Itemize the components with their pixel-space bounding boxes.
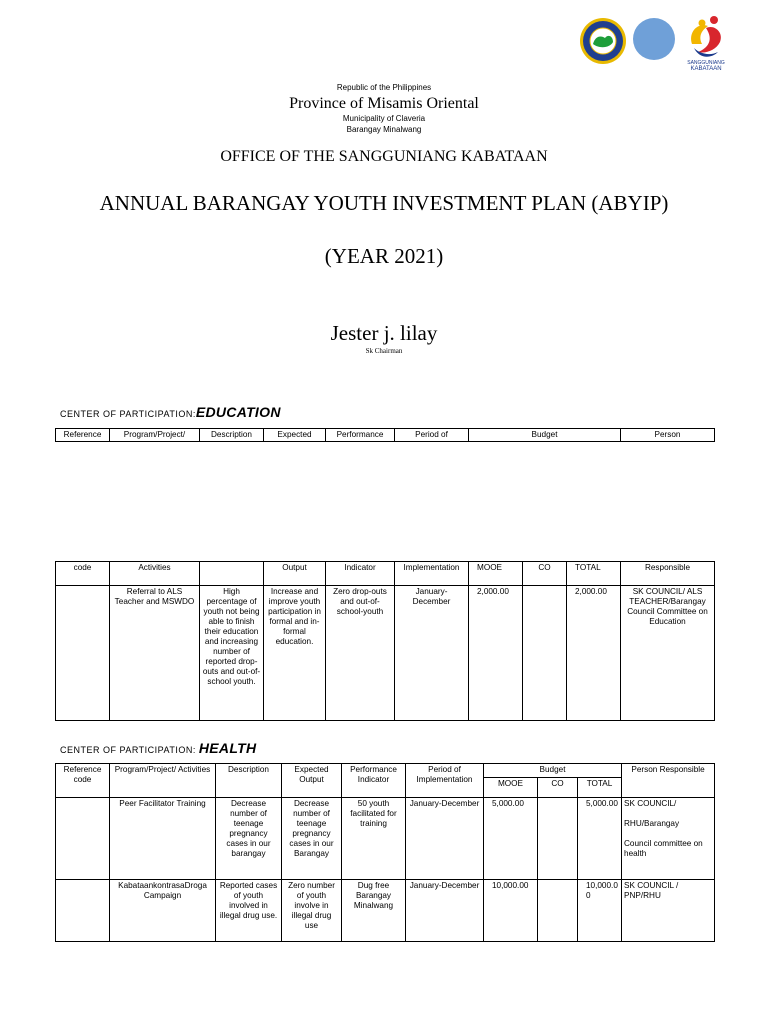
education-table bbox=[55, 561, 715, 721]
plan-title: ANNUAL BARANGAY YOUTH INVESTMENT PLAN (ABYIP) bbox=[99, 191, 669, 215]
cell-responsible bbox=[622, 798, 715, 880]
cell-mooe: 2,000.00 bbox=[469, 586, 523, 721]
table-row bbox=[56, 586, 715, 721]
table-row bbox=[56, 798, 715, 880]
responsible-line: RHU/Barangay bbox=[624, 819, 680, 828]
cell-output: Zero number of youth involve in illegal drug use bbox=[282, 880, 342, 942]
cell-code bbox=[56, 798, 110, 880]
table-row bbox=[56, 880, 715, 942]
responsible-line: SK COUNCIL/ bbox=[624, 799, 677, 808]
header-cell: code bbox=[56, 562, 110, 586]
cell-period: January-December bbox=[406, 798, 484, 880]
municipality-line: Municipality of Claveria bbox=[342, 114, 426, 123]
table-header-row bbox=[56, 429, 715, 442]
cell-activity: KabataankontrasaDroga Campaign bbox=[110, 880, 216, 942]
education-table-header-part1 bbox=[55, 428, 715, 442]
cell-period: January-December bbox=[406, 880, 484, 942]
table-header-row bbox=[56, 764, 715, 778]
health-table bbox=[55, 763, 715, 942]
header-cell: TOTAL bbox=[578, 778, 622, 798]
header-cell: Reference bbox=[56, 429, 110, 442]
cell-output: Decrease number of teenage pregnancy cases in our Barangay bbox=[282, 798, 342, 880]
table-header-row bbox=[56, 562, 715, 586]
header-cell: Period of bbox=[395, 429, 469, 442]
header-cell: CO bbox=[523, 562, 567, 586]
header-cell: Person Responsible bbox=[622, 764, 715, 798]
header-cell bbox=[200, 562, 264, 586]
plan-year: (YEAR 2021) bbox=[324, 244, 444, 268]
cp-label: CENTER OF PARTICIPATION: bbox=[60, 409, 196, 419]
health-cp-heading bbox=[60, 740, 256, 756]
header-cell: Expected Output bbox=[282, 764, 342, 798]
cell-responsible: SK COUNCIL/ ALS TEACHER/Barangay Council Committee on Education bbox=[621, 586, 715, 721]
cell-description: Reported cases of youth involved in illegal drug use. bbox=[216, 880, 282, 942]
header-cell: Performance bbox=[326, 429, 395, 442]
header-cell: Reference code bbox=[56, 764, 110, 798]
sk-logo-text: SANGGUNIANG KABATAAN bbox=[687, 60, 725, 72]
header-cell: Responsible bbox=[621, 562, 715, 586]
cell-description: High percentage of youth not being able to finish their education and increasing number of reported drop-outs and out-of-school youth. bbox=[200, 586, 264, 721]
cell-mooe: 10,000.00 bbox=[484, 880, 538, 942]
cell-indicator: Zero drop-outs and out-of-school-youth bbox=[326, 586, 395, 721]
header-cell: Description bbox=[200, 429, 264, 442]
responsible-line: Council committee on health bbox=[624, 839, 703, 858]
header-cell: Budget bbox=[469, 429, 621, 442]
blue-circle-logo bbox=[633, 18, 675, 60]
header-cell: MOOE bbox=[469, 562, 523, 586]
cell-mooe: 5,000.00 bbox=[484, 798, 538, 880]
cell-output: Increase and improve youth participation in formal and in-formal education. bbox=[264, 586, 326, 721]
header-cell: Activities bbox=[110, 562, 200, 586]
office-title: OFFICE OF THE SANGGUNIANG KABATAAN bbox=[220, 148, 548, 165]
cell-co bbox=[538, 880, 578, 942]
header-cell: Implementation bbox=[395, 562, 469, 586]
cell-indicator: 50 youth facilitated for training bbox=[342, 798, 406, 880]
barangay-line: Barangay Minalwang bbox=[346, 125, 422, 134]
header-cell: Indicator bbox=[326, 562, 395, 586]
cell-code bbox=[56, 586, 110, 721]
cell-activity: Peer Facilitator Training bbox=[110, 798, 216, 880]
header-cell: MOOE bbox=[484, 778, 538, 798]
responsible-line: SK COUNCIL / PNP/RHU bbox=[624, 881, 679, 900]
header-cell: Performance Indicator bbox=[342, 764, 406, 798]
header-cell: Period of Implementation bbox=[406, 764, 484, 798]
chairman-name: Jester j. lilay bbox=[330, 321, 438, 345]
header-cell: TOTAL bbox=[567, 562, 621, 586]
chairman-title: Sk Chairman bbox=[365, 347, 403, 355]
cell-total: 2,000.00 bbox=[567, 586, 621, 721]
header-cell: Program/Project/ bbox=[110, 429, 200, 442]
header-cell: Budget bbox=[484, 764, 622, 778]
province-line: Province of Misamis Oriental bbox=[289, 95, 479, 112]
header-cell: Expected bbox=[264, 429, 326, 442]
republic-line: Republic of the Philippines bbox=[336, 83, 432, 92]
cp-value-health: HEALTH bbox=[198, 740, 257, 756]
cell-co bbox=[523, 586, 567, 721]
municipality-seal-logo bbox=[579, 17, 627, 65]
sk-logo bbox=[684, 14, 728, 76]
cell-co bbox=[538, 798, 578, 880]
cp-value-education: EDUCATION bbox=[195, 404, 281, 420]
cell-activity: Referral to ALS Teacher and MSWDO bbox=[110, 586, 200, 721]
header-cell: Output bbox=[264, 562, 326, 586]
education-cp-heading bbox=[60, 404, 281, 420]
header-cell: CO bbox=[538, 778, 578, 798]
cell-total: 10,000.00 bbox=[578, 880, 622, 942]
header-cell: Description bbox=[216, 764, 282, 798]
header-cell: Person bbox=[621, 429, 715, 442]
cell-period: January-December bbox=[395, 586, 469, 721]
cp-label: CENTER OF PARTICIPATION: bbox=[60, 745, 196, 755]
header-cell: Program/Project/ Activities bbox=[110, 764, 216, 798]
cell-description: Decrease number of teenage pregnancy cases in our barangay bbox=[216, 798, 282, 880]
cell-indicator: Dug free Barangay Minalwang bbox=[342, 880, 406, 942]
cell-responsible bbox=[622, 880, 715, 942]
cell-total: 5,000.00 bbox=[578, 798, 622, 880]
cell-code bbox=[56, 880, 110, 942]
